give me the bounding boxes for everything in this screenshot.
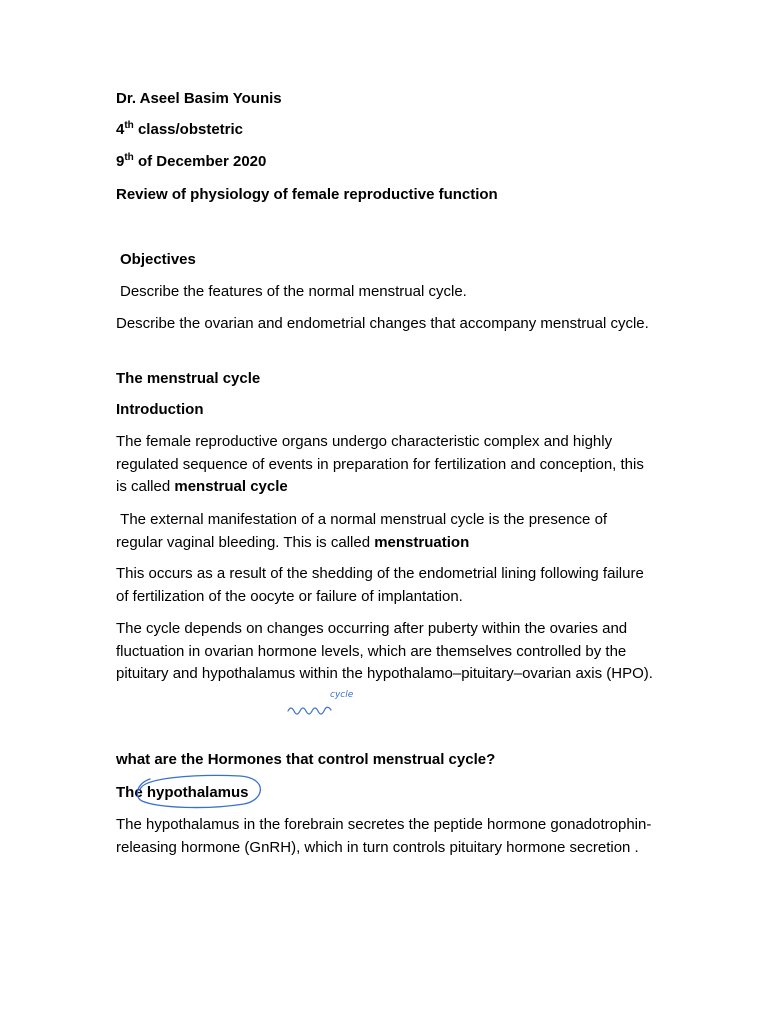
section-heading: The menstrual cycle: [116, 370, 261, 387]
objectives-heading: Objectives: [120, 251, 196, 268]
paragraph-hpo-axis: The cycle depends on changes occurring after puberty within the ovaries and fluctuation in ovarian hormone levels, which are themselves controlled by the pituitary and hypothalamus within the hypothalamo–pituitary–ovarian axis (HPO).: [116, 620, 653, 682]
document-title: Review of physiology of female reproductive function: [116, 186, 498, 203]
hypothalamus-paragraph: The hypothalamus in the forebrain secretes the peptide hormone gonadotrophin-releasing hormone (GnRH), which in turn controls pituitary hormone secretion .: [116, 816, 652, 856]
paragraph-shedding: This occurs as a result of the shedding of the endometrial lining following failure of fertilization of the oocyte or failure of implantation.: [116, 565, 644, 605]
paragraph-menstruation: The external manifestation of a normal menstrual cycle is the presence of regular vaginal bleeding. This is called menstruation: [116, 511, 608, 551]
date-line: 9th of December 2020: [116, 152, 267, 170]
objective-item-1: Describe the features of the normal menstrual cycle.: [120, 283, 467, 300]
objective-item-2: Describe the ovarian and endometrial changes that accompany menstrual cycle.: [116, 315, 649, 332]
author-name: Dr. Aseel Basim Younis: [116, 90, 282, 107]
paragraph-menstrual-cycle: The female reproductive organs undergo characteristic complex and highly regulated sequence of events in preparation for fertilization and conception, this is called menstrual cycle: [116, 433, 644, 495]
handwritten-note: cycle: [330, 690, 354, 700]
hormones-question: what are the Hormones that control menstrual cycle?: [116, 751, 496, 768]
class-line: 4th class/obstetric: [116, 120, 244, 138]
hpo-underline-scribble: [288, 707, 331, 714]
introduction-heading: Introduction: [116, 401, 204, 418]
hypothalamus-heading: The hypothalamus: [116, 784, 249, 801]
